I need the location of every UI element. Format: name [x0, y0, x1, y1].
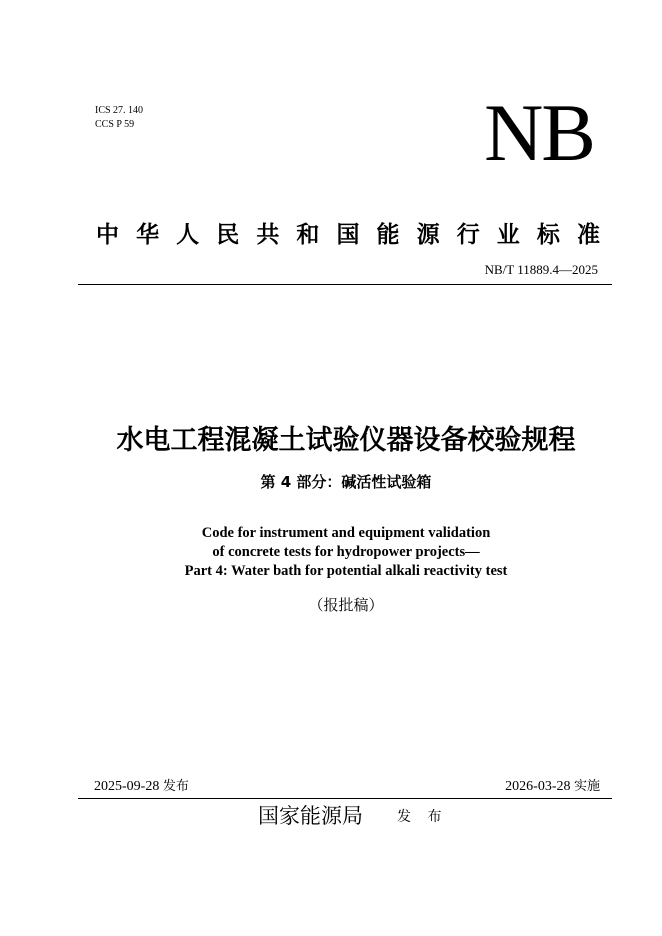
- title-english: [0, 524, 662, 581]
- implement-label: 实施: [573, 779, 600, 794]
- implement-date-line: [505, 775, 600, 795]
- heading-char: 行: [456, 222, 480, 248]
- heading-char: 人: [176, 222, 200, 248]
- title-english-line: Part 4: Water bath for potential alkali reactivity test: [184, 563, 508, 579]
- publish-date-line: [94, 775, 189, 795]
- heading-char: 华: [136, 222, 160, 248]
- implement-date: 2026-03-28: [505, 779, 571, 794]
- heading-char: 能: [376, 222, 400, 248]
- industry-standard-heading: [96, 216, 600, 249]
- ics-ccs-codes: [95, 104, 143, 132]
- draft-status: （报批稿）: [308, 596, 384, 614]
- heading-char: 准: [576, 222, 600, 248]
- header-divider: [78, 284, 612, 285]
- publish-label: 发布: [162, 779, 189, 794]
- heading-char: 共: [256, 222, 280, 248]
- heading-char: 民: [216, 222, 240, 248]
- publish-date: 2025-09-28: [94, 779, 160, 794]
- heading-char: 中: [96, 222, 119, 248]
- heading-char: 标: [536, 222, 560, 248]
- issuer-name: 国家能源局: [258, 804, 363, 828]
- issuer-verb: 发 布: [397, 809, 448, 825]
- ccs-code: CCS P 59: [95, 119, 135, 130]
- heading-char: 国: [336, 222, 360, 248]
- heading-char: 源: [416, 222, 440, 248]
- heading-char: 和: [296, 222, 320, 248]
- heading-char: 业: [496, 222, 520, 248]
- ics-code: ICS 27. 140: [95, 105, 144, 116]
- part-title-chinese: 第 4 部分：碱活性试验箱: [260, 473, 432, 491]
- title-chinese: 水电工程混凝土试验仪器设备校验规程: [116, 425, 576, 456]
- title-english-line: of concrete tests for hydropower projects—: [212, 544, 480, 560]
- nb-logo: NB: [484, 87, 594, 178]
- footer-divider: [78, 798, 612, 799]
- title-english-line: Code for instrument and equipment validation: [201, 525, 491, 541]
- standard-number: NB/T 11889.4—2025: [484, 262, 598, 277]
